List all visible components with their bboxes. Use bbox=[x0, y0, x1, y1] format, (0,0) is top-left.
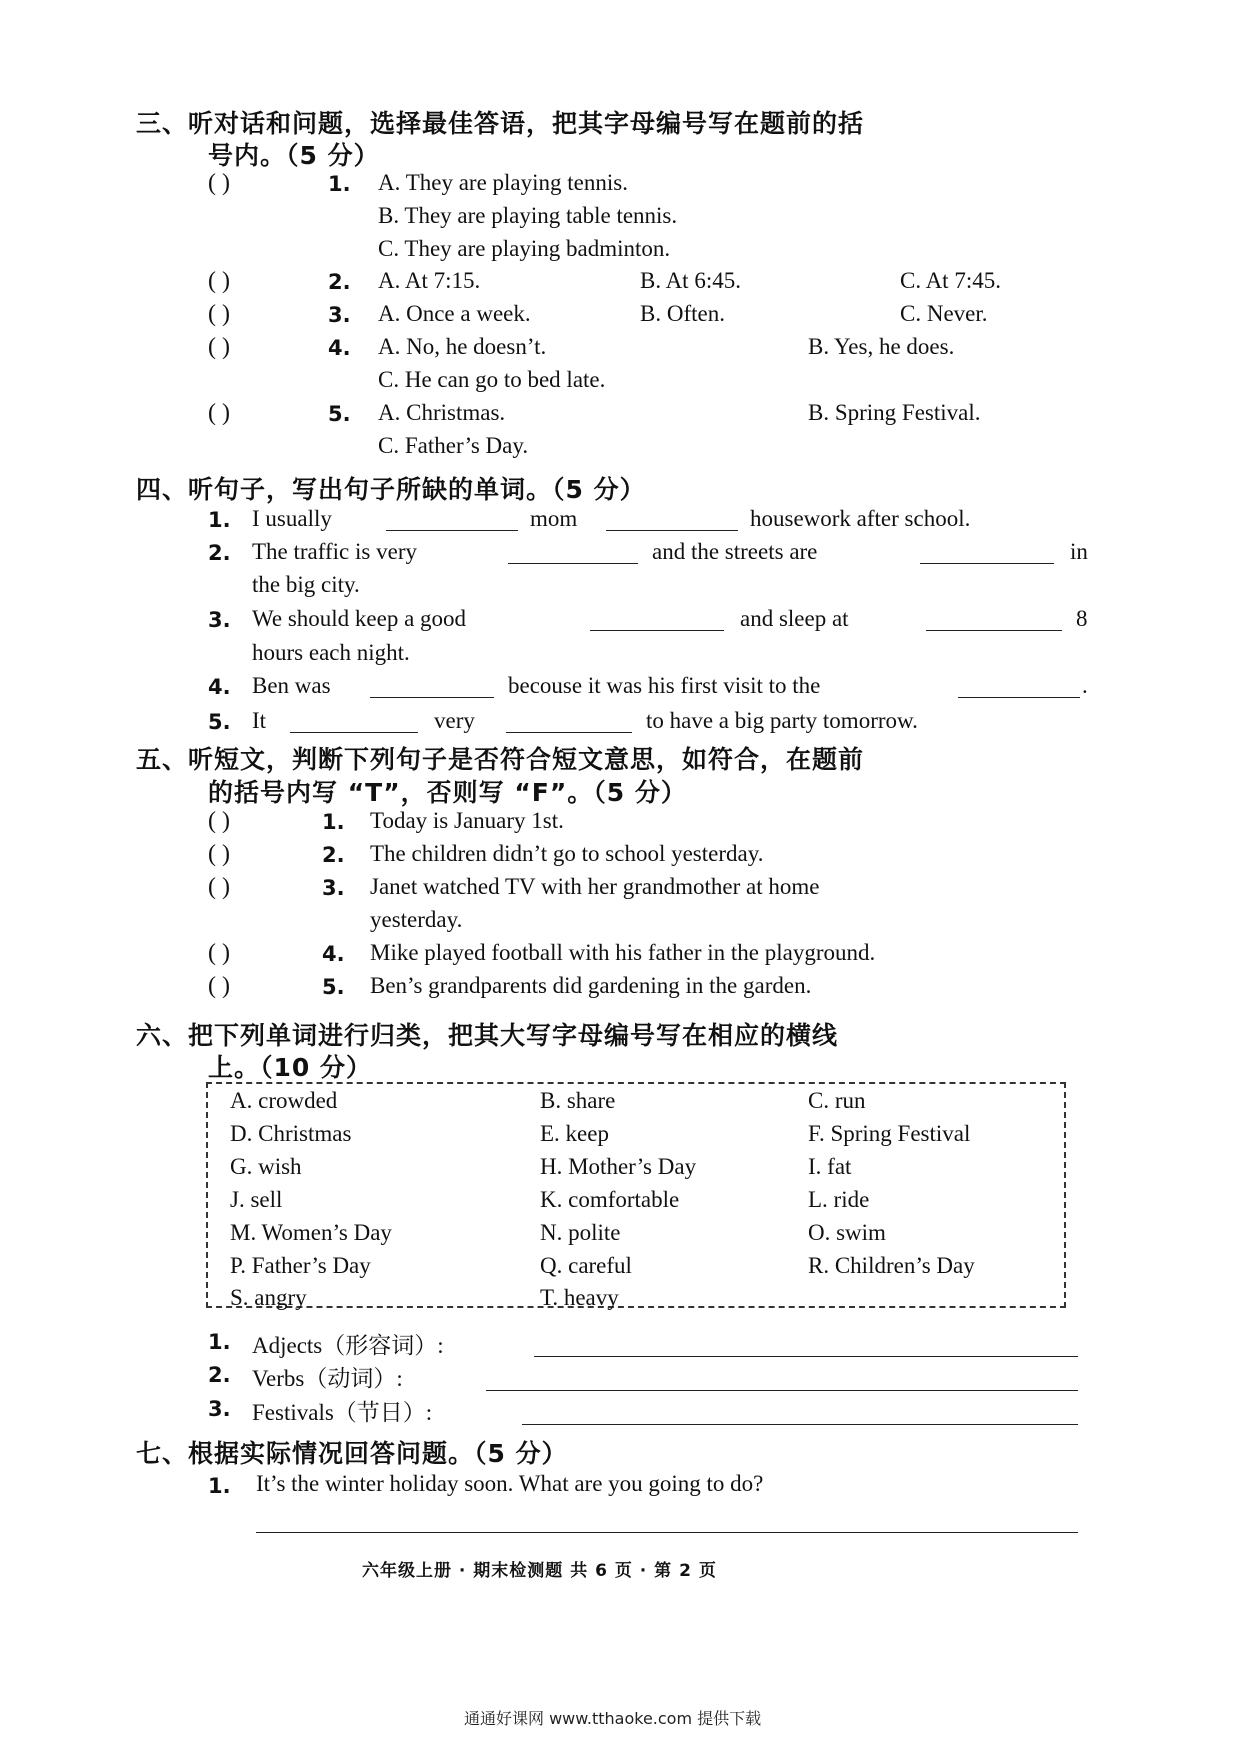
option-a: A. At 7:15. bbox=[378, 268, 481, 293]
word-item: R. Children’s Day bbox=[808, 1253, 975, 1278]
category-label: Festivals（节日）: bbox=[252, 1400, 433, 1425]
sentence-text: the big city. bbox=[252, 572, 360, 597]
sentence-text: . bbox=[1082, 673, 1088, 698]
answer-paren: ( ) bbox=[208, 268, 230, 294]
statement-text: Today is January 1st. bbox=[370, 808, 564, 833]
section5-title-line2: 的括号内写 “T”，否则写 “F”。（5 分） bbox=[208, 778, 687, 807]
option-b: B. Often. bbox=[640, 301, 725, 326]
item-number: 3. bbox=[322, 876, 345, 900]
option-c: C. Father’s Day. bbox=[378, 433, 529, 458]
answer-line[interactable] bbox=[534, 1356, 1078, 1357]
option-b: B. At 6:45. bbox=[640, 268, 741, 293]
section5-title: 五、听短文，判断下列句子是否符合短文意思，如符合，在题前 bbox=[136, 745, 865, 774]
sentence-text: and sleep at bbox=[740, 606, 849, 631]
category-number: 1. bbox=[208, 1330, 231, 1354]
question-number: 5. bbox=[328, 402, 351, 426]
answer-line[interactable] bbox=[486, 1390, 1078, 1391]
answer-paren: ( ) bbox=[208, 874, 230, 900]
answer-blank[interactable] bbox=[926, 630, 1062, 631]
category-label: Verbs（动词）: bbox=[252, 1366, 403, 1391]
statement-text: Janet watched TV with her grandmother at home bbox=[370, 874, 820, 899]
item-number: 5. bbox=[322, 975, 345, 999]
item-number: 2. bbox=[322, 843, 345, 867]
sentence-text: I usually bbox=[252, 506, 332, 531]
question-number: 1. bbox=[208, 1474, 231, 1498]
page-footer: 六年级上册 · 期末检测题 共 6 页 · 第 2 页 bbox=[362, 1561, 717, 1581]
word-item: J. sell bbox=[230, 1187, 283, 1212]
answer-blank[interactable] bbox=[958, 697, 1080, 698]
answer-line[interactable] bbox=[256, 1532, 1078, 1533]
word-item: P. Father’s Day bbox=[230, 1253, 371, 1278]
option-b: B. They are playing table tennis. bbox=[378, 203, 678, 228]
word-item: D. Christmas bbox=[230, 1121, 352, 1146]
word-item: B. share bbox=[540, 1088, 616, 1113]
sentence-text: We should keep a good bbox=[252, 606, 467, 631]
word-item: T. heavy bbox=[540, 1285, 619, 1310]
answer-paren: ( ) bbox=[208, 301, 230, 327]
section3-title: 三、听对话和问题，选择最佳答语，把其字母编号写在题前的括 bbox=[136, 109, 865, 138]
answer-blank[interactable] bbox=[290, 732, 418, 733]
answer-paren: ( ) bbox=[208, 400, 230, 426]
question-number: 4. bbox=[328, 336, 351, 360]
option-c: C. They are playing badminton. bbox=[378, 236, 671, 261]
statement-text: Mike played football with his father in the playground. bbox=[370, 940, 876, 965]
sentence-number: 1. bbox=[208, 508, 231, 532]
word-item: I. fat bbox=[808, 1154, 852, 1179]
word-item: M. Women’s Day bbox=[230, 1220, 392, 1245]
sentence-text: very bbox=[434, 708, 475, 733]
answer-paren: ( ) bbox=[208, 973, 230, 999]
sentence-text: to have a big party tomorrow. bbox=[646, 708, 918, 733]
answer-blank[interactable] bbox=[508, 563, 638, 564]
answer-paren: ( ) bbox=[208, 334, 230, 360]
option-b: B. Yes, he does. bbox=[808, 334, 955, 359]
word-item: S. angry bbox=[230, 1285, 307, 1310]
watermark: 通通好课网 www.tthaoke.com 提供下载 bbox=[464, 1709, 762, 1728]
option-a: A. Once a week. bbox=[378, 301, 531, 326]
option-c: C. Never. bbox=[900, 301, 988, 326]
word-item: G. wish bbox=[230, 1154, 302, 1179]
word-item: A. crowded bbox=[230, 1088, 338, 1113]
word-item: O. swim bbox=[808, 1220, 886, 1245]
category-label: Adjects（形容词）: bbox=[252, 1333, 444, 1358]
word-item: Q. careful bbox=[540, 1253, 632, 1278]
item-number: 1. bbox=[322, 810, 345, 834]
sentence-text: in bbox=[1070, 539, 1088, 564]
category-number: 2. bbox=[208, 1363, 231, 1387]
sentence-text: Ben was bbox=[252, 673, 331, 698]
answer-line[interactable] bbox=[522, 1424, 1078, 1425]
question-number: 1. bbox=[328, 172, 351, 196]
sentence-number: 4. bbox=[208, 675, 231, 699]
sentence-text: and the streets are bbox=[652, 539, 818, 564]
sentence-text: housework after school. bbox=[750, 506, 971, 531]
category-number: 3. bbox=[208, 1397, 231, 1421]
section3-title-line2: 号内。（5 分） bbox=[208, 141, 380, 170]
option-a: A. No, he doesn’t. bbox=[378, 334, 547, 359]
section6-title-line2: 上。（10 分） bbox=[208, 1053, 372, 1082]
answer-paren: ( ) bbox=[208, 808, 230, 834]
word-item: K. comfortable bbox=[540, 1187, 680, 1212]
question-number: 3. bbox=[328, 303, 351, 327]
sentence-text: becouse it was his first visit to the bbox=[508, 673, 821, 698]
answer-blank[interactable] bbox=[590, 630, 724, 631]
option-c: C. At 7:45. bbox=[900, 268, 1001, 293]
section4-title: 四、听句子，写出句子所缺的单词。（5 分） bbox=[136, 475, 646, 504]
statement-text: yesterday. bbox=[370, 907, 463, 932]
word-item: N. polite bbox=[540, 1220, 621, 1245]
sentence-text: The traffic is very bbox=[252, 539, 417, 564]
answer-paren: ( ) bbox=[208, 170, 230, 196]
statement-text: Ben’s grandparents did gardening in the garden. bbox=[370, 973, 812, 998]
question-text: It’s the winter holiday soon. What are you going to do? bbox=[256, 1471, 764, 1496]
answer-paren: ( ) bbox=[208, 841, 230, 867]
word-item: F. Spring Festival bbox=[808, 1121, 971, 1146]
answer-blank[interactable] bbox=[370, 697, 494, 698]
statement-text: The children didn’t go to school yesterday. bbox=[370, 841, 764, 866]
option-a: A. They are playing tennis. bbox=[378, 170, 628, 195]
answer-blank[interactable] bbox=[606, 530, 738, 531]
sentence-number: 3. bbox=[208, 608, 231, 632]
answer-blank[interactable] bbox=[920, 563, 1054, 564]
word-item: H. Mother’s Day bbox=[540, 1154, 697, 1179]
sentence-text: mom bbox=[530, 506, 578, 531]
answer-paren: ( ) bbox=[208, 940, 230, 966]
option-a: A. Christmas. bbox=[378, 400, 506, 425]
word-item: C. run bbox=[808, 1088, 866, 1113]
item-number: 4. bbox=[322, 942, 345, 966]
option-c: C. He can go to bed late. bbox=[378, 367, 606, 392]
sentence-number: 2. bbox=[208, 541, 231, 565]
word-item: L. ride bbox=[808, 1187, 870, 1212]
sentence-number: 5. bbox=[208, 710, 231, 734]
word-item: E. keep bbox=[540, 1121, 609, 1146]
sentence-text: hours each night. bbox=[252, 640, 410, 665]
answer-blank[interactable] bbox=[506, 732, 632, 733]
sentence-text: It bbox=[252, 708, 267, 733]
question-number: 2. bbox=[328, 270, 351, 294]
sentence-text: 8 bbox=[1076, 606, 1088, 631]
option-b: B. Spring Festival. bbox=[808, 400, 981, 425]
answer-blank[interactable] bbox=[386, 530, 518, 531]
section6-title: 六、把下列单词进行归类，把其大写字母编号写在相应的横线 bbox=[136, 1021, 839, 1050]
section7-title: 七、根据实际情况回答问题。（5 分） bbox=[136, 1439, 568, 1468]
